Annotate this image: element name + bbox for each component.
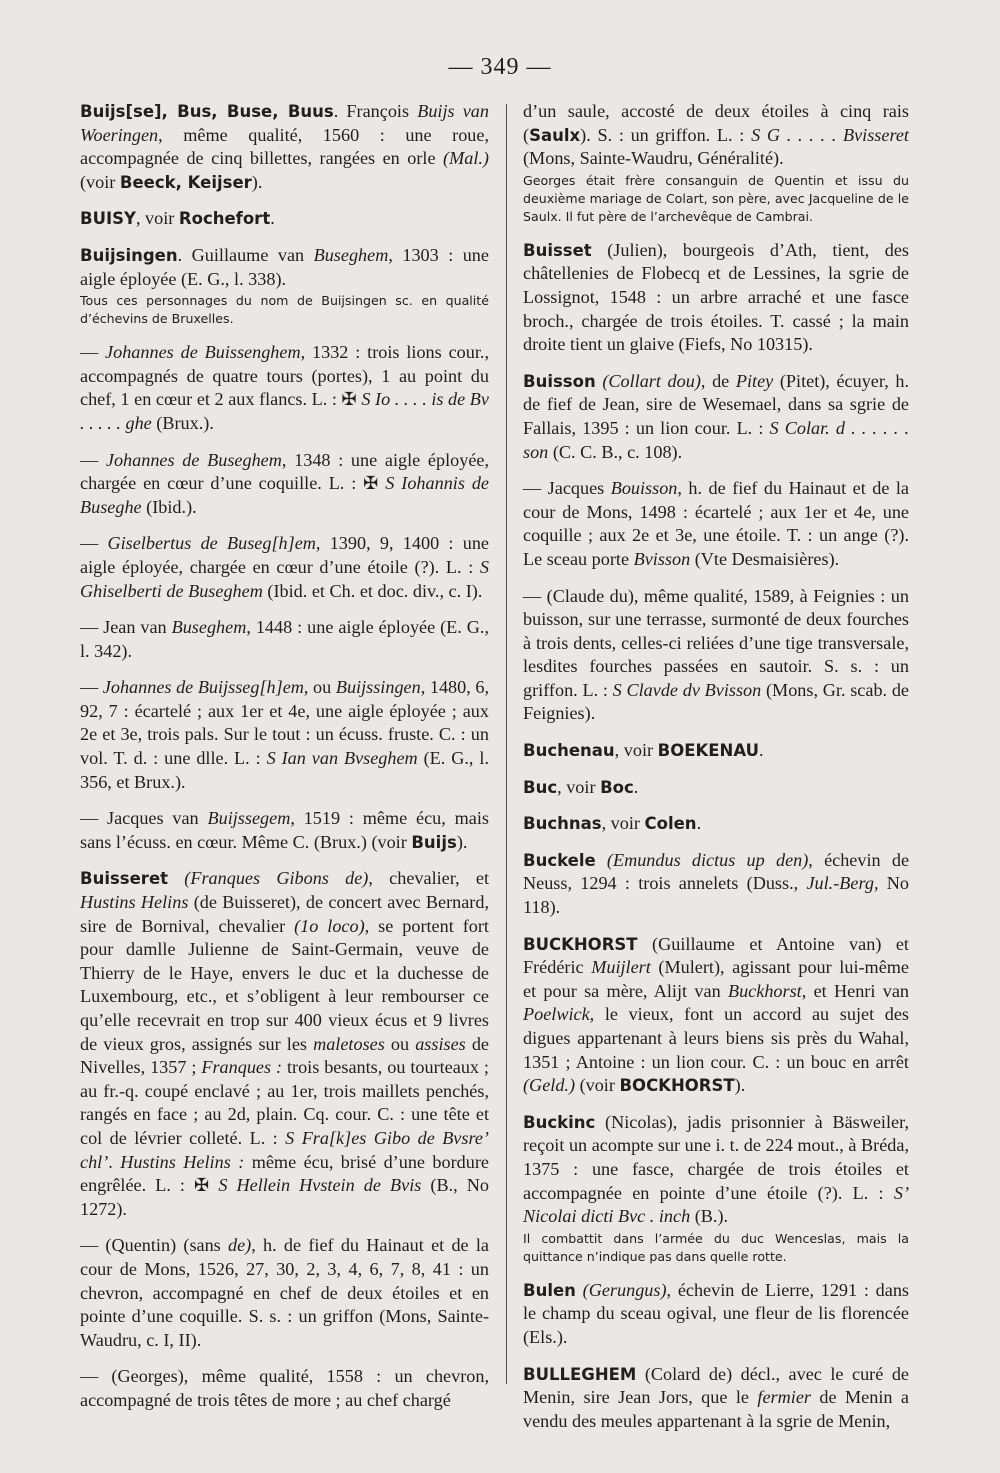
dictionary-entry xyxy=(80,100,489,194)
italic-text: S Clavde dv Bvisson xyxy=(612,679,762,700)
entry-text: , de xyxy=(700,370,736,391)
entry-text: ). xyxy=(734,1075,746,1096)
dictionary-entry xyxy=(80,676,489,794)
dictionary-entry xyxy=(523,477,909,571)
italic-text: (Mal.) xyxy=(443,148,489,169)
italic-text: S’ Nicolai dicti Bvc . inch xyxy=(523,1182,909,1227)
dictionary-entry xyxy=(80,867,489,1221)
dictionary-entry xyxy=(80,244,489,291)
entry-text: d’un saule, accosté de deux étoiles à cinq rais ( xyxy=(523,101,909,145)
footnote: Georges était frère consanguin de Quentin et issu du deuxième mariage de Colart, son père, avec Jacqueline de le Saulx. Il fut père de l’archevêque de Cambrai. xyxy=(523,172,909,224)
entry-text: — xyxy=(80,677,103,698)
entry-text: , même qualité, 1560 : une roue, accompagnée de cinq billettes, rangées en orle xyxy=(80,124,489,169)
dictionary-entry xyxy=(523,1111,909,1229)
dictionary-entry xyxy=(523,1363,909,1434)
entry-text: , le vieux, font un accord au sujet des digues appartenant à leurs biens sis près du Wahal, 1351 ; Antoine : un lion cour. C. : un bouc en arrêt xyxy=(523,1004,909,1072)
entry-text: (Nicolas), jadis prisonnier à Bäsweiler, reçoit un acompte sur une i. t. de 224 mout., à Bréda, 1375 : une fasce, chargée de trois étoiles et accompagnée en pointe d’une étoile (?). L. : xyxy=(523,1111,909,1203)
dictionary-entry xyxy=(523,776,909,800)
italic-text: Johannes de Buseghem xyxy=(105,449,282,470)
entry-headword: Bulen xyxy=(523,1280,576,1300)
dictionary-entry xyxy=(523,739,909,763)
entry-text: , h. de fief du Hainaut et de la cour de Mons, 1498 : écartelé ; aux 1er et 4e, une coquille ; aux 2e et 3e, une étoile. T. : un ange (?). Le sceau porte xyxy=(523,478,909,569)
italic-text: Johannes de Buijsseg[h]em xyxy=(102,677,304,698)
entry-text: ). xyxy=(456,831,468,852)
entry-text: (E. G., l. 356, et Brux.). xyxy=(80,748,490,792)
italic-text: (Franques Gibons de) xyxy=(184,868,369,889)
italic-text: maletoses xyxy=(313,1033,385,1054)
entry-headword: Buisson xyxy=(523,371,596,391)
italic-text: Poelwick xyxy=(523,1004,590,1025)
page-number: — 349 — xyxy=(448,54,552,80)
footnote: Il combattit dans l’armée du duc Wenceslas, mais la quittance n’indique pas dans quelle rotte. xyxy=(523,1230,909,1264)
italic-text: Buckhorst xyxy=(727,980,802,1001)
entry-text: — (Quentin) (sans xyxy=(80,1235,229,1256)
entry-text: (Mons, Sainte-Waudru, Généralité). xyxy=(523,148,784,169)
entry-headword: BOCKHORST xyxy=(619,1076,735,1096)
entry-text: (B., No 1272). xyxy=(80,1175,489,1219)
italic-text: S G . . . . . Bvisseret xyxy=(751,124,909,145)
entry-text: No 118). xyxy=(523,873,910,918)
entry-text: , 1332 : trois lions cour., accompagnés de quatre tours (portes), 1 au point du chef, 1 en cœur et 2 aux flancs. L. : ✠ xyxy=(80,342,489,410)
entry-text: (voir xyxy=(575,1075,620,1096)
entry-headword: Buckele xyxy=(523,850,596,870)
entry-text: , h. de fief du Hainaut et de la cour de Mons, 1526, 27, 30, 2, 3, 4, 6, 7, 8, 41 : un chevron, accompagné en chef de deux étoiles et en pointe d’une coquille. S. s. : un griffon (Mons, Sainte-Waudru, c. I, II). xyxy=(80,1235,489,1350)
dictionary-entry xyxy=(80,1234,489,1352)
italic-text: fermier xyxy=(757,1387,811,1408)
italic-text: S Colar. d . . . . . . son xyxy=(523,417,909,462)
entry-headword: Buckinc xyxy=(523,1112,596,1132)
entry-text xyxy=(596,850,607,870)
entry-headword: Boc xyxy=(600,777,634,797)
entry-headword: Rochefort xyxy=(178,209,271,229)
footnote: Tous ces personnages du nom de Buijsingen sc. en qualité d’échevins de Bruxelles. xyxy=(80,293,489,327)
entry-text: (Pitet), écuyer, h. de fief de Jean, sire de Wesemael, dans sa sgrie de Fallais, 1395 : un lion cour. L. : xyxy=(523,370,910,438)
entry-headword: BULLEGHEM xyxy=(523,1364,637,1384)
entry-text xyxy=(576,1280,583,1300)
entry-text: (Mons, Gr. scab. de Feignies). xyxy=(523,679,909,724)
dictionary-entry xyxy=(523,812,909,836)
italic-text: S Fra[k]es Gibo de Bvsre’ chl’ xyxy=(80,1127,489,1172)
italic-text: (Collart dou) xyxy=(602,370,701,391)
entry-text xyxy=(168,868,184,888)
entry-text: , voir xyxy=(601,813,645,834)
entry-headword: Buijs[se], Bus, Buse, Buus xyxy=(80,102,334,121)
entry-text: , voir xyxy=(614,740,658,761)
entry-text: (Colard de) décl., avec le curé de Menin, sire Jean Jors, que le xyxy=(523,1363,909,1408)
dictionary-entry xyxy=(523,933,909,1098)
entry-headword: BUCKHORST xyxy=(523,934,638,954)
dictionary-entry xyxy=(80,532,489,603)
italic-text: Hustins Helins xyxy=(80,892,189,913)
italic-text: (Geld.) xyxy=(523,1075,576,1096)
entry-text: de Menin a vendu des meules appartenant à la sgrie de Menin, xyxy=(523,1387,909,1431)
left-column xyxy=(80,100,489,1433)
entry-text: — (Claude du), même qualité, 1589, à Feignies : un buisson, sur une terrasse, surmonté de deux fourches à trois dents, celles-ci reliées d’une tige transversale, lesdites fourches passées en sautoir. S. s. : un griffon. L. : xyxy=(523,585,909,700)
dictionary-entry xyxy=(80,1365,489,1412)
entry-headword: Colen xyxy=(644,814,697,834)
entry-text: — xyxy=(80,533,108,554)
entry-headword: Buchenau xyxy=(523,741,615,761)
entry-text: (Vte Desmaisières). xyxy=(690,548,840,569)
italic-text: S Hellein Hvstein de Bvis xyxy=(218,1175,422,1196)
entry-text: . xyxy=(759,740,764,761)
entry-headword: Buijsingen xyxy=(80,245,178,265)
dictionary-entry xyxy=(523,1279,909,1350)
dictionary-entry xyxy=(523,370,909,464)
italic-text: Jul.-Berg, xyxy=(806,873,879,894)
italic-text: (Emundus dictus up den) xyxy=(606,849,809,870)
dictionary-entry xyxy=(80,341,489,435)
entry-text: , 1448 : une aigle éployée (E. G., l. 342). xyxy=(80,617,490,661)
entry-text: (voir xyxy=(80,171,120,192)
entry-text: , 1303 : une aigle éployée (E. G., l. 338). xyxy=(80,244,489,289)
entry-text: (de Buisseret), de concert avec Bernard, sire de Bornival, chevalier xyxy=(80,892,489,936)
dictionary-entry xyxy=(523,849,909,920)
italic-text: Johannes de Buissenghem xyxy=(105,342,301,363)
italic-text: Giselbertus de Buseg[h]em xyxy=(107,533,316,554)
entry-text: (Julien), bourgeois d’Ath, tient, des châtellenies de Flobecq et de Lessines, la sgrie de Lossignot, 1548 : un arbre arraché et une fasce broch., chargée de trois étoiles. T. cassé ; la main droite tient un glaive (Fiefs, No 10315). xyxy=(523,239,909,355)
italic-text: de) xyxy=(228,1235,252,1256)
entry-text: (Ibid. et Ch. et doc. div., c. I). xyxy=(262,580,483,601)
entry-headword: BOEKENAU xyxy=(657,741,760,761)
italic-text: S Ghiselberti de Buseghem xyxy=(80,556,489,601)
dictionary-entry xyxy=(80,207,489,231)
entry-text: — Jacques van xyxy=(80,808,208,829)
entry-text: . xyxy=(108,1151,121,1172)
dictionary-entry xyxy=(80,616,489,663)
italic-text: Pitey xyxy=(735,370,774,391)
italic-text: Bvisson xyxy=(633,548,691,569)
entry-headword: Buijs xyxy=(411,832,457,852)
italic-text: assises xyxy=(415,1033,466,1054)
entry-text: , 1480, 6, 92, 7 : écartelé ; aux 1er et 4e, une aigle éployée ; aux 2e et 3e, trois pals. Sur le tout : un écuss. fruste. C. : un vol. T. d. : une dlle. L. : xyxy=(80,677,490,769)
entry-text: ). S. : un griffon. L. : xyxy=(580,124,752,145)
entry-text: , 1519 : même écu, mais sans l’écuss. en cœur. Même C. (Brux.) (voir xyxy=(80,808,489,852)
entry-text: (Ibid.). xyxy=(141,496,197,517)
dictionary-entry xyxy=(523,585,909,727)
entry-headword: BUISY xyxy=(80,209,136,229)
entry-text: , 1348 : une aigle éployée, chargée en cœur d’une coquille. L. : ✠ xyxy=(80,449,490,494)
italic-text: Buijssingen xyxy=(335,677,421,698)
italic-text: (Gerungus) xyxy=(582,1279,667,1300)
right-column xyxy=(523,100,909,1433)
entry-text: , ou xyxy=(303,677,336,698)
entry-text: (Brux.). xyxy=(151,412,214,433)
italic-text: Buseghem xyxy=(171,617,247,638)
dictionary-entry xyxy=(523,100,909,171)
italic-text: Buseghem xyxy=(313,244,389,265)
entry-text: — Jacques xyxy=(523,478,611,499)
dictionary-entry xyxy=(80,449,489,520)
italic-text: S Io . . . . is de Bv . . . . . ghe xyxy=(80,389,489,433)
entry-headword: Buisset xyxy=(523,240,592,260)
entry-text: — xyxy=(80,342,106,363)
entry-text: , voir xyxy=(135,208,179,229)
entry-text: . François xyxy=(333,101,418,121)
entry-text: , échevin de Lierre, 1291 : dans le champ du sceau ogival, une fleur de lis florencée (Els.). xyxy=(523,1279,910,1347)
entry-text: , échevin de Neuss, 1294 : trois annelets (Duss., xyxy=(523,849,910,894)
entry-text: même écu, brisé d’une bordure engrêlée. L. : ✠ xyxy=(80,1151,489,1196)
entry-text: — (Georges), même qualité, 1558 : un chevron, accompagné de trois têtes de more ; au chef chargé xyxy=(80,1366,489,1410)
entry-text: (Guillaume et Antoine van) et Frédéric xyxy=(523,933,909,978)
italic-text: S Iohannis de Buseghe xyxy=(80,473,489,517)
entry-text: , 1390, 9, 1400 : une aigle éployée, chargée en cœur d’une étoile (?). L. : xyxy=(80,533,489,577)
italic-text: Buijssegem xyxy=(207,808,291,829)
entry-text: de Nivelles, 1357 ; xyxy=(80,1033,489,1078)
italic-text: Franques : xyxy=(201,1057,283,1078)
entry-text: . xyxy=(270,208,275,229)
entry-headword: Beeck, Keijser xyxy=(119,172,252,192)
entry-text: . xyxy=(696,813,702,834)
entry-text: , et Henri van xyxy=(801,980,909,1001)
entry-text: ou xyxy=(384,1033,416,1054)
entry-text: trois besants, ou tourteaux ; au fr.-q. coupé enclavé ; au 1er, trois maillets penchés, rangés en face ; au 2d, plain. Cq. cour. C. : une tête et col de lévrier colleté. L. : xyxy=(80,1057,489,1148)
italic-text: Buijs van Woeringen xyxy=(80,101,489,145)
italic-text: S Ian van Bvseghem xyxy=(266,748,418,769)
entry-text: , se portent fort pour damlle Julienne de Saint-Germain, veuve de Thierry de le Haye, envers le duc et la duchesse de Luxembourg, etc., et s’obligent à leur rembourser ce qu’elle recevrait en trop sur 400 vieux écus et 9 livres de vieux gros, assignés sur les xyxy=(80,915,489,1054)
entry-headword: Buchnas xyxy=(523,814,602,834)
italic-text: (1o loco) xyxy=(294,915,365,936)
entry-headword: Saulx xyxy=(529,125,581,145)
entry-text: — Jean van xyxy=(80,617,172,638)
column-divider xyxy=(506,104,507,1384)
entry-text: , voir xyxy=(557,776,601,797)
entry-headword: Buisseret xyxy=(80,869,169,889)
italic-text: Muijlert xyxy=(591,957,651,978)
entry-text: (B.). xyxy=(690,1206,729,1227)
entry-text: (Mulert), agissant pour lui-même et pour sa mère, Alijt van xyxy=(523,957,910,1001)
entry-headword: Buc xyxy=(523,777,558,797)
entry-text: . Guillaume van xyxy=(177,244,314,265)
dictionary-entry xyxy=(523,239,909,357)
entry-text: ). xyxy=(251,171,263,192)
entry-text: (C. C. B., c. 108). xyxy=(548,441,683,462)
entry-text: , chevalier, et xyxy=(368,868,490,889)
italic-text: Hustins Helins : xyxy=(120,1151,245,1172)
entry-text: . xyxy=(633,776,639,797)
italic-text: Bouisson xyxy=(610,478,678,499)
dictionary-entry xyxy=(80,807,489,854)
entry-text: — xyxy=(80,449,106,470)
